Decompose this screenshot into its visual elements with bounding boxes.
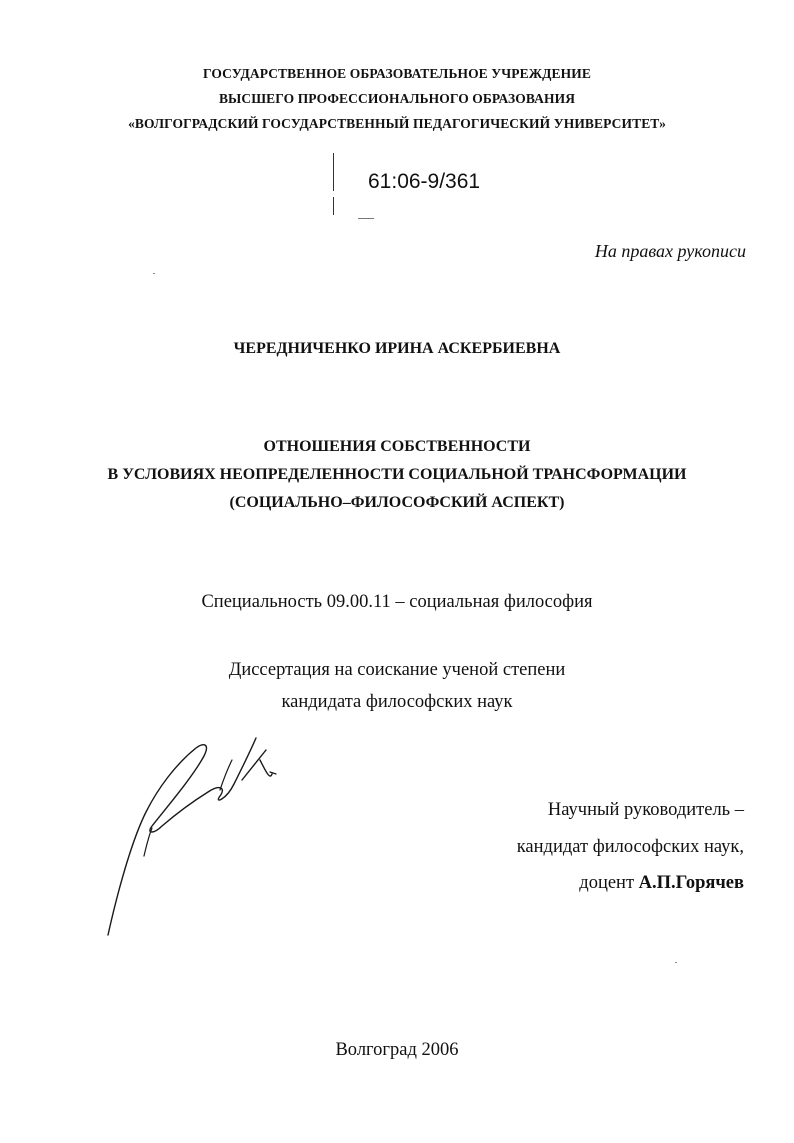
title-line-1: ОТНОШЕНИЯ СОБСТВЕННОСТИ xyxy=(263,438,531,455)
author-name: ЧЕРЕДНИЧЕНКО ИРИНА АСКЕРБИЕВНА xyxy=(233,340,561,357)
institution-line-1: ГОСУДАРСТВЕННОЕ ОБРАЗОВАТЕЛЬНОЕ УЧРЕЖДЕНИЕ xyxy=(203,66,591,81)
supervisor-line-2: кандидат философских наук, xyxy=(516,837,744,857)
manuscript-rights-note: На правах рукописи xyxy=(594,241,746,261)
supervisor-title: доцент xyxy=(579,873,639,893)
stamp-vertical-line xyxy=(333,153,334,191)
scan-speck xyxy=(153,273,155,274)
supervisor-line-3 xyxy=(579,873,744,894)
stamp-underline xyxy=(358,218,374,219)
stamp-vertical-line-lower xyxy=(333,197,334,215)
institution-line-2: ВЫСШЕГО ПРОФЕССИОНАЛЬНОГО ОБРАЗОВАНИЯ xyxy=(218,91,576,106)
handwritten-signature xyxy=(100,730,290,940)
city-year: Волгоград 2006 xyxy=(335,1040,459,1060)
dissertation-line-1: Диссертация на соискание ученой степени xyxy=(228,660,566,680)
catalog-code: 61:06-9/361 xyxy=(368,170,481,193)
institution-line-3: «ВОЛГОГРАДСКИЙ ГОСУДАРСТВЕННЫЙ ПЕДАГОГИЧЕСКИЙ УНИВЕРСИТЕТ» xyxy=(128,116,666,131)
title-line-3: (СОЦИАЛЬНО–ФИЛОСОФСКИЙ АСПЕКТ) xyxy=(229,494,565,511)
scan-speck xyxy=(675,962,677,963)
specialty-line: Специальность 09.00.11 – социальная философия xyxy=(201,592,593,612)
supervisor-line-1: Научный руководитель – xyxy=(547,800,744,820)
supervisor-name: А.П.Горячев xyxy=(638,873,744,893)
dissertation-line-2: кандидата философских наук xyxy=(281,692,513,712)
title-line-2: В УСЛОВИЯХ НЕОПРЕДЕЛЕННОСТИ СОЦИАЛЬНОЙ ТРАНСФОРМАЦИИ xyxy=(107,466,687,483)
